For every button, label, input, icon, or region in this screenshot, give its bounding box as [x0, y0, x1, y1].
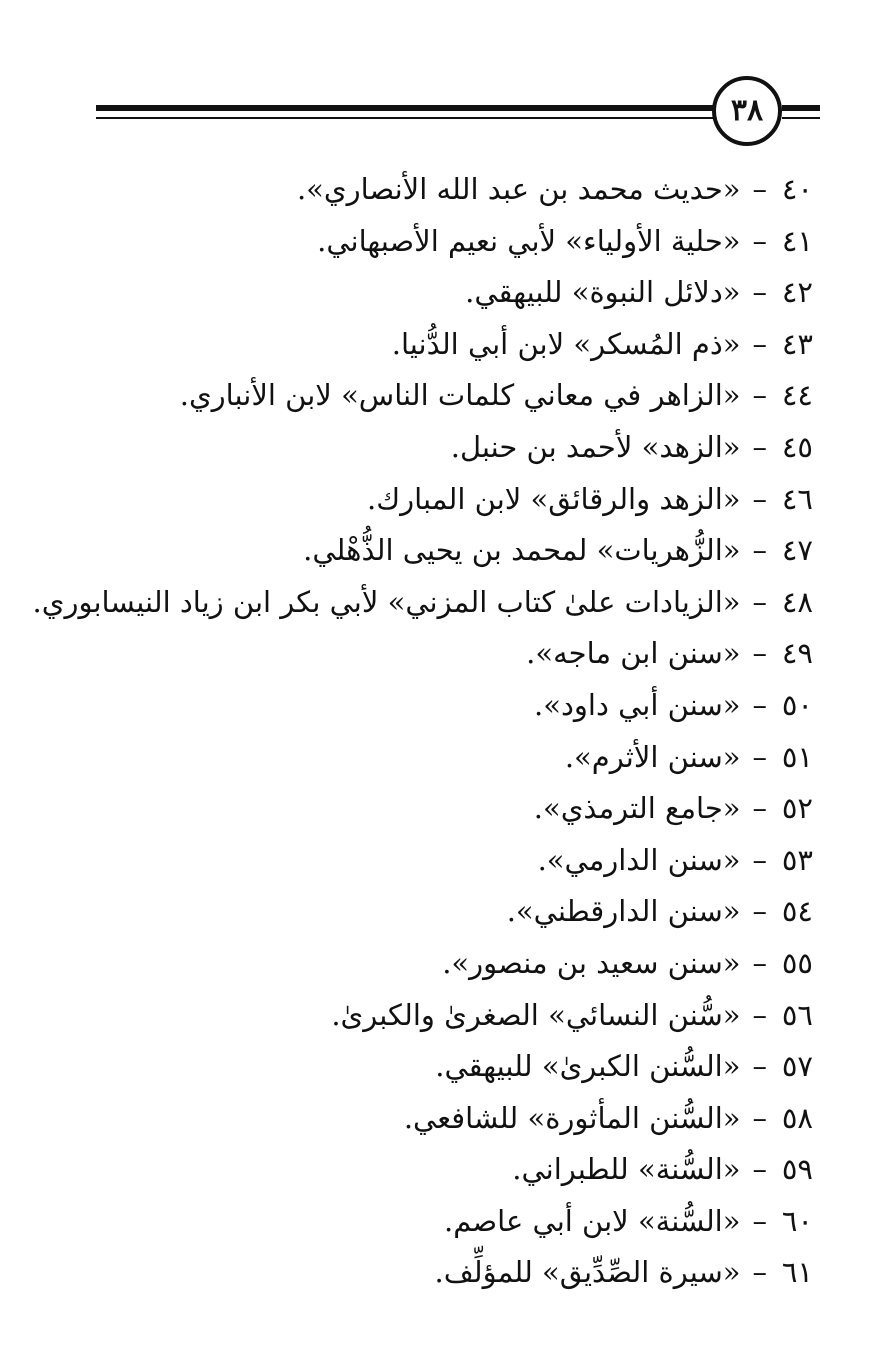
entry-number: ٥٩	[781, 1152, 813, 1187]
list-item	[53, 267, 813, 319]
entry-dash: –	[752, 842, 767, 877]
entry-dash: –	[752, 429, 767, 464]
entry-number: ٥١	[781, 739, 813, 774]
list-item	[53, 783, 813, 835]
entry-dash: –	[752, 1049, 767, 1084]
entry-dash: –	[752, 894, 767, 929]
entry-text: «السُّنن الكبرىٰ» للبيهقي.	[435, 1049, 741, 1084]
entry-number: ٤٥	[781, 429, 813, 464]
list-item	[53, 680, 813, 732]
list-item	[53, 474, 813, 526]
page-number-badge	[712, 76, 782, 146]
entry-number: ٤١	[781, 223, 813, 258]
entry-number: ٤٤	[781, 378, 813, 413]
list-item	[53, 1144, 813, 1196]
entry-number: ٥٣	[781, 842, 813, 877]
entry-text: «حلية الأولياء» لأبي نعيم الأصبهاني.	[317, 223, 741, 258]
entry-dash: –	[752, 326, 767, 361]
entry-text: «سنن سعيد بن منصور».	[442, 945, 741, 980]
list-item	[53, 370, 813, 422]
entry-number: ٥٢	[781, 791, 813, 826]
entry-dash: –	[752, 172, 767, 206]
entry-dash: –	[752, 687, 767, 722]
list-item	[53, 990, 813, 1042]
entry-dash: –	[752, 1255, 767, 1290]
entry-dash: –	[752, 223, 767, 258]
header-rule-thick	[96, 105, 716, 111]
list-item	[53, 938, 813, 990]
entry-number: ٥٥	[781, 945, 813, 980]
entry-text: «سُّنن النسائي» الصغرىٰ والكبرىٰ.	[331, 997, 741, 1032]
entry-text: «الزهد» لأحمد بن حنبل.	[450, 429, 741, 464]
entry-number: ٤٢	[781, 275, 813, 310]
entry-number: ٤٧	[781, 533, 813, 568]
list-item	[53, 164, 813, 216]
list-item	[53, 422, 813, 474]
entry-dash: –	[752, 275, 767, 310]
list-item	[53, 732, 813, 784]
list-item	[32, 577, 813, 629]
entry-dash: –	[752, 1100, 767, 1135]
page-header	[0, 0, 873, 160]
entry-number: ٤٣	[781, 326, 813, 361]
list-item	[53, 628, 813, 680]
entry-text: «الزُّهريات» لمحمد بن يحيى الذُّهْلي.	[303, 533, 741, 568]
entry-text: «حديث محمد بن عبد الله الأنصاري».	[296, 172, 741, 206]
header-rule-thin	[96, 117, 716, 119]
list-item	[53, 1041, 813, 1093]
entry-dash: –	[752, 791, 767, 826]
entry-dash: –	[752, 1203, 767, 1238]
entry-number: ٦٠	[781, 1203, 813, 1238]
page-number: ٣٨	[730, 93, 764, 128]
entry-text: «سنن ابن ماجه».	[526, 636, 741, 671]
entry-dash: –	[752, 584, 767, 619]
entry-text: «الزهد والرقائق» لابن المبارك.	[367, 481, 741, 516]
list-item	[53, 1093, 813, 1145]
entry-text: «سنن أبي داود».	[534, 687, 741, 722]
list-item	[53, 835, 813, 887]
entry-dash: –	[752, 1152, 767, 1187]
entry-text: «سيرة الصِّدِّيق» للمؤلِّف.	[434, 1255, 741, 1290]
entry-text: «سنن الدارقطني».	[506, 894, 741, 929]
entry-number: ٥٨	[781, 1100, 813, 1135]
list-item	[53, 216, 813, 268]
entry-text: «السُّنن المأثورة» للشافعي.	[403, 1100, 741, 1135]
entry-dash: –	[752, 533, 767, 568]
entry-dash: –	[752, 997, 767, 1032]
entry-text: «السُّنة» للطبراني.	[512, 1152, 741, 1187]
entry-number: ٤٨	[781, 584, 813, 619]
entry-text: «سنن الدارمي».	[537, 842, 741, 877]
entry-number: ٤٦	[781, 481, 813, 516]
entry-dash: –	[752, 636, 767, 671]
entry-text: «دلائل النبوة» للبيهقي.	[465, 275, 741, 310]
list-item	[53, 886, 813, 938]
entry-text: «سنن الأثرم».	[564, 739, 741, 774]
entry-number: ٤٠	[781, 172, 813, 206]
list-item	[53, 319, 813, 371]
entry-number: ٥٠	[781, 687, 813, 722]
entry-text: «جامع الترمذي».	[533, 791, 741, 826]
entry-dash: –	[752, 739, 767, 774]
entry-text: «الزاهر في معاني كلمات الناس» لابن الأنباري.	[179, 378, 741, 413]
list-item	[53, 1247, 813, 1299]
list-item	[53, 1196, 813, 1248]
entry-number: ٤٩	[781, 636, 813, 671]
entry-number: ٥٤	[781, 894, 813, 929]
entry-dash: –	[752, 378, 767, 413]
header-rule-right-thin	[782, 117, 820, 119]
header-rule-right-thick	[782, 105, 820, 111]
entry-number: ٥٧	[781, 1049, 813, 1084]
entry-dash: –	[752, 481, 767, 516]
entry-number: ٦١	[781, 1255, 813, 1290]
reference-list	[32, 164, 813, 1299]
entry-text: «ذم المُسكر» لابن أبي الدُّنيا.	[391, 326, 741, 361]
entry-dash: –	[752, 945, 767, 980]
entry-text: «السُّنة» لابن أبي عاصم.	[444, 1203, 741, 1238]
entry-number: ٥٦	[781, 997, 813, 1032]
entry-text: «الزيادات علىٰ كتاب المزني» لأبي بكر ابن زياد النيسابوري.	[32, 584, 741, 619]
list-item	[53, 525, 813, 577]
